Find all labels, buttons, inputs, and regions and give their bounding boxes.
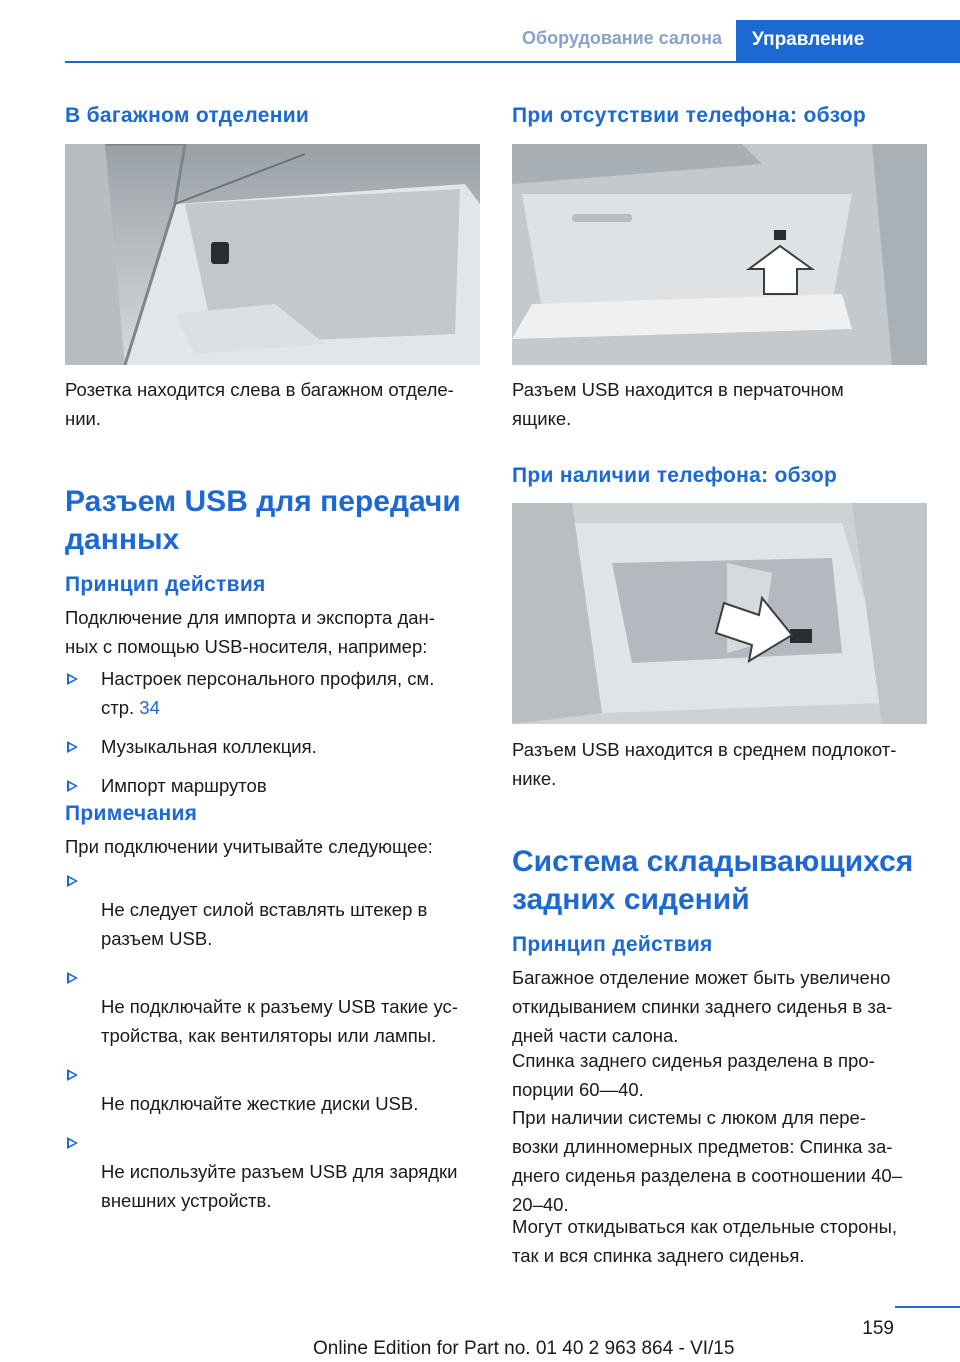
notes-list xyxy=(65,866,480,1225)
list-item-text: Не следует силой вставлять штекер в разъем USB. xyxy=(101,899,428,949)
triangle-bullet-icon xyxy=(67,741,78,753)
page-number: 159 xyxy=(862,1318,894,1339)
notes-text: При подключении учитывайте следующее: xyxy=(65,836,433,857)
list-item xyxy=(65,1128,480,1215)
list-item-text: Настроек персонального профиля, см. стр. xyxy=(101,668,435,718)
seats-paragraph-3: При наличии системы с люком для пере- возки длинномерных предметов: Спинка за- днего сиденья разделена в соотношении 40– 20–40. xyxy=(512,1107,902,1215)
triangle-bullet-icon xyxy=(67,673,78,685)
heading-phone: При наличии телефона: обзор xyxy=(512,464,838,487)
armrest-photo xyxy=(512,503,927,724)
list-item xyxy=(65,963,480,1050)
seats-paragraph-2: Спинка заднего сиденья разделена в про- порции 60—40. xyxy=(512,1050,875,1100)
list-item-text: Не подключайте жесткие диски USB. xyxy=(101,1093,419,1114)
glovebox-photo xyxy=(512,144,927,365)
list-item-text: Импорт маршрутов xyxy=(101,775,267,796)
heading-seats: Система складывающихся задних сидений xyxy=(512,845,914,916)
header-section-title: Оборудование салона xyxy=(522,28,722,48)
list-item xyxy=(65,866,480,953)
triangle-bullet-icon xyxy=(67,972,78,984)
seats-paragraph-4: Могут откидываться как отдельные стороны, так и вся спинка заднего сиденья. xyxy=(512,1216,898,1266)
heading-usb: Разъем USB для передачи данных xyxy=(65,485,461,556)
page-link[interactable]: 34 xyxy=(139,697,160,718)
phone-caption: Разъем USB находится в среднем подлокот- нике. xyxy=(512,739,897,789)
seats-paragraph-1: Багажное отделение может быть увеличено откидыванием спинки заднего сиденья в за- дней части салона. xyxy=(512,967,893,1046)
list-item-text: Музыкальная коллекция. xyxy=(101,736,317,757)
heading-principle-right: Принцип действия xyxy=(512,933,713,956)
socket-icon xyxy=(211,242,229,264)
list-item-text: Не используйте разъем USB для зарядки внешних устройств. xyxy=(101,1161,458,1211)
triangle-bullet-icon xyxy=(67,875,78,887)
usb-port-icon xyxy=(774,230,786,240)
list-item xyxy=(65,1060,480,1118)
heading-no-phone: При отсутствии телефона: обзор xyxy=(512,104,867,127)
principle-list xyxy=(65,664,480,810)
header-rule xyxy=(65,61,960,63)
list-item xyxy=(65,771,480,800)
footer-rule xyxy=(895,1306,960,1308)
heading-trunk: В багажном отделении xyxy=(65,104,310,127)
page-header xyxy=(0,0,960,62)
heading-principle-left: Принцип действия xyxy=(65,573,266,596)
heading-notes: Примечания xyxy=(65,802,198,825)
list-item xyxy=(65,732,480,761)
list-item-text: Не подключайте к разъему USB такие ус- тройства, как вентиляторы или лампы. xyxy=(101,996,458,1046)
header-chapter-tab[interactable]: Управление xyxy=(736,20,960,62)
trunk-photo xyxy=(65,144,480,365)
trunk-caption: Розетка находится слева в багажном отделе- нии. xyxy=(65,379,454,429)
triangle-bullet-icon xyxy=(67,1069,78,1081)
no-phone-caption: Разъем USB находится в перчаточном ящике. xyxy=(512,379,844,429)
edition-note: Online Edition for Part no. 01 40 2 963 864 - VI/15 xyxy=(313,1338,735,1359)
principle-text: Подключение для импорта и экспорта дан- ных с помощью USB-носителя, например: xyxy=(65,607,435,657)
triangle-bullet-icon xyxy=(67,1137,78,1149)
triangle-bullet-icon xyxy=(67,780,78,792)
list-item xyxy=(65,664,480,722)
usb-port-icon xyxy=(790,629,812,643)
